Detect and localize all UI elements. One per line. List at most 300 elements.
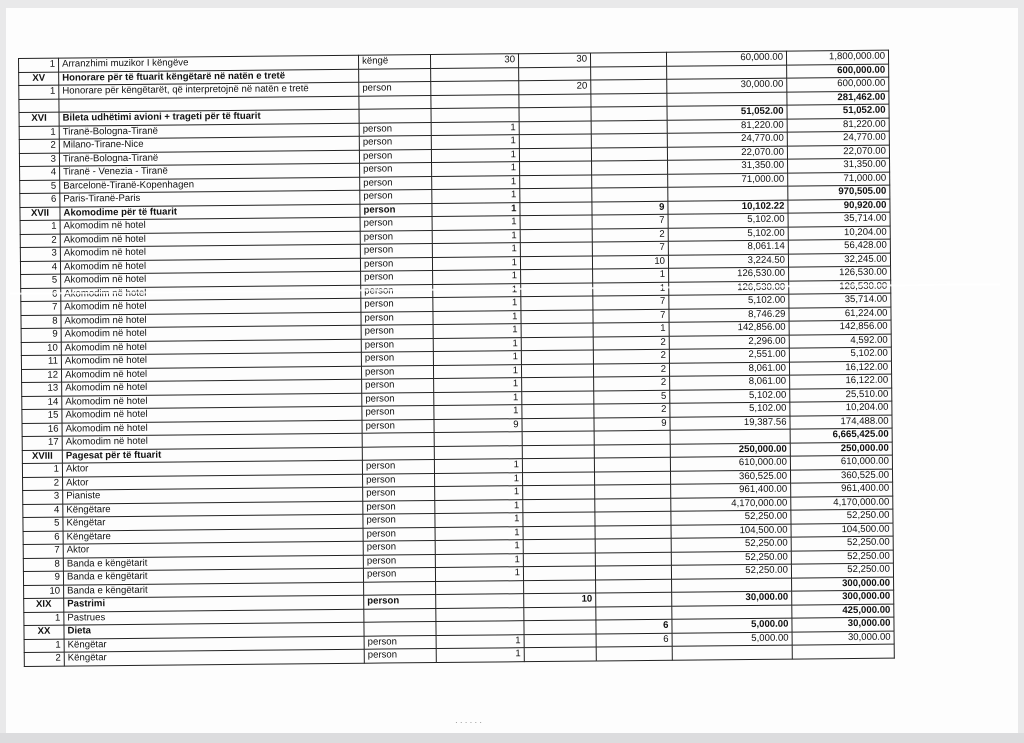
budget-table <box>18 50 895 667</box>
row-days <box>592 187 668 201</box>
row-total: 30,000.00 <box>792 631 894 645</box>
row-days <box>591 133 667 147</box>
row-quantity: 1 <box>433 324 521 338</box>
row-count <box>521 350 593 364</box>
row-unit: person <box>361 271 433 285</box>
row-count <box>522 444 594 458</box>
row-description: Akomodim në hotel <box>61 339 361 355</box>
row-unit-price <box>672 605 792 620</box>
row-days <box>595 511 671 525</box>
row-number: 10 <box>21 342 61 356</box>
row-count <box>519 121 591 135</box>
row-quantity <box>434 432 522 446</box>
row-quantity: 1 <box>431 148 519 162</box>
row-days: 1 <box>593 268 669 282</box>
row-unit: person <box>362 460 434 474</box>
row-total: 600,000.00 <box>787 64 889 78</box>
row-unit-price: 5,102.00 <box>669 294 789 309</box>
row-unit-price: 104,500.00 <box>671 524 791 539</box>
row-quantity: 1 <box>433 337 521 351</box>
row-total: 970,505.00 <box>788 185 890 199</box>
row-unit: person <box>361 298 433 312</box>
row-description: Akomodim në hotel <box>60 231 360 247</box>
row-count: 10 <box>524 593 596 607</box>
row-number: 10 <box>24 585 64 599</box>
row-count <box>523 552 595 566</box>
row-unit-price: 30,000.00 <box>672 591 792 606</box>
row-count <box>523 539 595 553</box>
row-days: 7 <box>593 309 669 323</box>
row-total: 16,122.00 <box>789 361 891 375</box>
row-days <box>591 120 667 134</box>
row-unit <box>364 581 436 595</box>
row-unit: person <box>361 338 433 352</box>
row-unit: person <box>361 311 433 325</box>
row-unit-price: 5,102.00 <box>670 402 790 417</box>
row-unit: person <box>361 365 433 379</box>
row-description: Akomodim në hotel <box>62 433 362 449</box>
row-total: 1,800,000.00 <box>786 50 888 64</box>
row-total: 61,224.00 <box>789 307 891 321</box>
row-unit-price: 5,000.00 <box>672 618 792 633</box>
row-days: 9 <box>592 201 668 215</box>
row-unit: person <box>360 203 432 217</box>
row-count <box>520 201 592 215</box>
row-unit: person <box>361 352 433 366</box>
row-description: Pastrimi <box>64 595 364 611</box>
row-unit: person <box>363 514 435 528</box>
row-total: 24,770.00 <box>787 131 889 145</box>
row-unit-price: 19,387.56 <box>670 416 790 431</box>
row-unit: person <box>362 392 434 406</box>
row-count <box>524 620 596 634</box>
row-unit-price: 3,224.50 <box>668 254 788 269</box>
row-number: 4 <box>20 261 60 275</box>
row-days <box>594 430 670 444</box>
row-unit-price: 5,102.00 <box>668 213 788 228</box>
row-count <box>523 525 595 539</box>
row-count <box>522 404 594 418</box>
row-unit-price: 4,170,000.00 <box>671 497 791 512</box>
row-unit-price: 51,052.00 <box>667 105 787 120</box>
row-number: XX <box>24 625 64 639</box>
row-count <box>524 633 596 647</box>
row-days: 2 <box>593 349 669 363</box>
row-number: 1 <box>19 58 59 72</box>
row-unit: person <box>362 406 434 420</box>
row-days <box>596 579 672 593</box>
row-unit <box>359 68 431 82</box>
row-description: Akomodim në hotel <box>62 406 362 422</box>
row-quantity: 1 <box>435 540 523 554</box>
row-unit-price <box>672 578 792 593</box>
row-days <box>592 174 668 188</box>
row-unit-price: 961,400.00 <box>671 483 791 498</box>
row-count <box>520 228 592 242</box>
row-count <box>523 498 595 512</box>
row-total: 16,122.00 <box>790 374 892 388</box>
row-number: 6 <box>20 193 60 207</box>
row-total: 6,665,425.00 <box>790 428 892 442</box>
row-total: 22,070.00 <box>787 145 889 159</box>
row-count <box>519 148 591 162</box>
row-days: 10 <box>592 255 668 269</box>
row-count <box>524 647 596 661</box>
row-number: 3 <box>23 490 63 504</box>
row-count <box>521 309 593 323</box>
row-days <box>591 93 667 107</box>
row-unit <box>362 446 434 460</box>
row-quantity: 1 <box>431 135 519 149</box>
row-count <box>520 174 592 188</box>
row-number: 6 <box>23 531 63 545</box>
row-quantity: 1 <box>435 499 523 513</box>
row-unit-price: 142,856.00 <box>669 321 789 336</box>
row-count <box>524 606 596 620</box>
row-unit: person <box>360 257 432 271</box>
row-description: Akomodim në hotel <box>61 352 361 368</box>
row-count: 30 <box>518 53 590 67</box>
row-quantity: 1 <box>434 378 522 392</box>
row-unit: person <box>360 244 432 258</box>
row-number: XVIII <box>22 450 62 464</box>
row-days <box>594 457 670 471</box>
row-total: 4,592.00 <box>789 334 891 348</box>
row-description: Banda e këngëtarit <box>64 582 364 598</box>
row-unit <box>364 608 436 622</box>
row-quantity <box>434 445 522 459</box>
row-number <box>19 99 59 113</box>
row-days <box>595 484 671 498</box>
row-number: 14 <box>22 396 62 410</box>
row-unit: person <box>364 649 436 663</box>
row-unit-price: 2,296.00 <box>669 335 789 350</box>
row-unit-price: 8,061.14 <box>668 240 788 255</box>
row-number: 5 <box>20 180 60 194</box>
row-days <box>596 606 672 620</box>
row-description: Paris-Tiranë-Paris <box>60 190 360 206</box>
row-number: 2 <box>24 652 64 666</box>
row-number: 4 <box>20 166 60 180</box>
row-description: Akomodime për të ftuarit <box>60 204 360 220</box>
row-days <box>595 538 671 552</box>
row-quantity: 1 <box>434 459 522 473</box>
row-days: 2 <box>592 228 668 242</box>
page-footer-mark: · · · · · · <box>455 718 483 727</box>
row-description: Këngëtare <box>63 528 363 544</box>
row-unit: person <box>360 176 432 190</box>
row-number: 1 <box>19 85 59 99</box>
row-description: Akomodim në hotel <box>61 298 361 314</box>
row-quantity: 1 <box>432 202 520 216</box>
row-number: XIX <box>24 598 64 612</box>
row-days <box>592 160 668 174</box>
row-unit-price <box>668 186 788 201</box>
bottom-strip <box>0 733 1024 743</box>
row-count <box>521 269 593 283</box>
row-count <box>522 471 594 485</box>
row-total: 52,250.00 <box>791 509 893 523</box>
row-description: Akomodim në hotel <box>61 325 361 341</box>
row-quantity <box>431 108 519 122</box>
row-total: 4,170,000.00 <box>791 496 893 510</box>
row-unit <box>359 109 431 123</box>
row-total: 52,250.00 <box>791 536 893 550</box>
row-days: 7 <box>592 241 668 255</box>
row-count <box>522 417 594 431</box>
row-count <box>523 566 595 580</box>
row-description: Dieta <box>64 622 364 638</box>
row-total: 10,204.00 <box>788 226 890 240</box>
row-quantity <box>431 94 519 108</box>
row-unit: person <box>363 568 435 582</box>
row-unit-price: 10,102.22 <box>668 200 788 215</box>
row-quantity: 1 <box>432 229 520 243</box>
row-number: 5 <box>21 274 61 288</box>
row-count <box>522 377 594 391</box>
row-quantity <box>436 594 524 608</box>
row-number: 9 <box>21 328 61 342</box>
row-description: Banda e këngëtarit <box>63 555 363 571</box>
row-description: Këngëtar <box>64 636 364 652</box>
row-unit: person <box>364 595 436 609</box>
row-unit-price: 81,220.00 <box>667 119 787 134</box>
row-quantity: 1 <box>433 310 521 324</box>
row-unit <box>362 433 434 447</box>
row-quantity: 1 <box>432 189 520 203</box>
row-description: Akomodim në hotel <box>61 271 361 287</box>
row-total: 56,428.00 <box>788 239 890 253</box>
row-quantity: 1 <box>432 243 520 257</box>
row-unit: person <box>360 217 432 231</box>
row-count <box>522 458 594 472</box>
row-quantity <box>431 81 519 95</box>
row-number: 8 <box>23 558 63 572</box>
row-total: 35,714.00 <box>788 212 890 226</box>
row-unit-price: 5,000.00 <box>672 632 792 647</box>
row-days <box>595 552 671 566</box>
row-number: 11 <box>21 355 61 369</box>
row-total: 360,525.00 <box>790 469 892 483</box>
row-quantity: 1 <box>434 391 522 405</box>
row-description: Këngëtare <box>63 501 363 517</box>
row-days: 9 <box>594 417 670 431</box>
row-count: 20 <box>519 80 591 94</box>
row-unit-price <box>667 92 787 107</box>
row-unit-price: 250,000.00 <box>670 443 790 458</box>
row-number: 15 <box>22 409 62 423</box>
row-description: Pianiste <box>63 487 363 503</box>
row-quantity: 1 <box>432 216 520 230</box>
row-description: Bileta udhëtimi avioni + trageti për të ftuarit <box>59 109 359 125</box>
row-days: 5 <box>594 390 670 404</box>
row-days <box>591 79 667 93</box>
row-quantity: 1 <box>433 270 521 284</box>
row-number: 17 <box>22 436 62 450</box>
row-unit-price: 60,000.00 <box>666 51 786 66</box>
row-number: XV <box>19 72 59 86</box>
row-days <box>596 592 672 606</box>
row-description: Aktor <box>62 460 362 476</box>
row-quantity: 1 <box>436 634 524 648</box>
row-number: 2 <box>20 234 60 248</box>
row-days <box>596 646 672 660</box>
row-days <box>595 498 671 512</box>
row-quantity: 1 <box>435 472 523 486</box>
row-number: 3 <box>20 247 60 261</box>
row-total: 52,250.00 <box>791 563 893 577</box>
row-description: Tiranë-Bologna-Tiranë <box>59 123 359 139</box>
row-description: Pagesat për të ftuarit <box>62 447 362 463</box>
row-number: 8 <box>21 315 61 329</box>
row-unit-price: 5,102.00 <box>670 389 790 404</box>
row-unit-price: 52,250.00 <box>671 537 791 552</box>
row-unit-price <box>672 645 792 660</box>
row-description: Akomodim në hotel <box>61 366 361 382</box>
row-description: Barcelonë-Tiranë-Kopenhagen <box>60 177 360 193</box>
row-number: 2 <box>23 477 63 491</box>
row-description: Banda e këngëtarit <box>63 568 363 584</box>
row-unit-price: 52,250.00 <box>671 564 791 579</box>
row-quantity: 1 <box>433 297 521 311</box>
row-unit: person <box>360 163 432 177</box>
row-quantity: 1 <box>432 256 520 270</box>
row-description: Akomodim në hotel <box>60 217 360 233</box>
row-total: 52,250.00 <box>791 550 893 564</box>
row-unit: person <box>360 230 432 244</box>
row-quantity: 1 <box>435 553 523 567</box>
row-number: 3 <box>19 153 59 167</box>
row-days <box>594 471 670 485</box>
row-unit-price: 52,250.00 <box>671 551 791 566</box>
row-count <box>522 431 594 445</box>
row-number: 1 <box>22 463 62 477</box>
row-description: Akomodim në hotel <box>62 420 362 436</box>
row-number: XVII <box>20 207 60 221</box>
row-unit: person <box>364 635 436 649</box>
row-quantity: 1 <box>432 175 520 189</box>
row-quantity: 1 <box>435 526 523 540</box>
row-days: 2 <box>594 403 670 417</box>
row-description: Tiranë-Bologna-Tiranë <box>59 150 359 166</box>
row-quantity <box>431 67 519 81</box>
row-number: 2 <box>19 139 59 153</box>
row-total: 90,920.00 <box>788 199 890 213</box>
row-quantity: 1 <box>436 648 524 662</box>
row-unit-price <box>670 429 790 444</box>
row-number: 1 <box>24 639 64 653</box>
row-description: Milano-Tirane-Nice <box>59 136 359 152</box>
row-count <box>519 134 591 148</box>
row-total: 250,000.00 <box>790 442 892 456</box>
row-days <box>591 106 667 120</box>
row-unit: person <box>363 554 435 568</box>
row-total: 31,350.00 <box>788 158 890 172</box>
row-number: 13 <box>22 382 62 396</box>
row-description: Akomodim në hotel <box>62 393 362 409</box>
row-count <box>519 94 591 108</box>
row-quantity <box>436 621 524 635</box>
row-description: Pastrues <box>64 609 364 625</box>
row-days <box>591 147 667 161</box>
row-description: Aktor <box>63 474 363 490</box>
row-count <box>520 242 592 256</box>
row-number: 1 <box>20 220 60 234</box>
row-unit: person <box>363 500 435 514</box>
row-count <box>524 579 596 593</box>
row-unit <box>359 95 431 109</box>
row-total: 610,000.00 <box>790 455 892 469</box>
row-days <box>590 52 666 66</box>
row-count <box>519 107 591 121</box>
row-total: 10,204.00 <box>790 401 892 415</box>
row-total: 425,000.00 <box>792 604 894 618</box>
row-quantity: 1 <box>433 364 521 378</box>
row-description: Tiranë - Venezia - Tiranë <box>60 163 360 179</box>
row-days <box>595 525 671 539</box>
row-number: 9 <box>23 571 63 585</box>
row-days <box>594 444 670 458</box>
row-quantity: 1 <box>431 121 519 135</box>
row-total: 300,000.00 <box>792 577 894 591</box>
row-total: 600,000.00 <box>787 77 889 91</box>
row-unit <box>364 622 436 636</box>
row-number: 5 <box>23 517 63 531</box>
row-unit: person <box>359 122 431 136</box>
row-description: Këngëtar <box>64 649 364 665</box>
row-total: 961,400.00 <box>791 482 893 496</box>
row-description: Akomodim në hotel <box>60 258 360 274</box>
row-count <box>521 336 593 350</box>
row-number: 1 <box>19 126 59 140</box>
row-unit-price: 52,250.00 <box>671 510 791 525</box>
row-unit-price: 24,770.00 <box>667 132 787 147</box>
row-unit-price <box>667 65 787 80</box>
row-days: 1 <box>593 322 669 336</box>
budget-table-container <box>18 50 894 667</box>
row-number: 4 <box>23 504 63 518</box>
row-days: 2 <box>593 363 669 377</box>
row-unit: person <box>362 419 434 433</box>
row-description: Honorare për të ftuarit këngëtarë në natën e tretë <box>59 69 359 85</box>
row-total: 30,000.00 <box>792 617 894 631</box>
row-count <box>523 512 595 526</box>
row-days: 2 <box>594 376 670 390</box>
row-unit: këngë <box>358 55 430 69</box>
row-unit-price: 5,102.00 <box>668 227 788 242</box>
row-days: 6 <box>596 633 672 647</box>
row-count <box>520 161 592 175</box>
row-total: 5,102.00 <box>789 347 891 361</box>
row-unit: person <box>363 473 435 487</box>
row-quantity: 9 <box>434 418 522 432</box>
row-days: 6 <box>596 619 672 633</box>
row-quantity: 30 <box>430 54 518 68</box>
row-count <box>521 323 593 337</box>
row-count <box>520 188 592 202</box>
row-number: 12 <box>21 369 61 383</box>
row-quantity <box>436 580 524 594</box>
row-days: 7 <box>592 214 668 228</box>
row-count <box>520 215 592 229</box>
row-count <box>522 390 594 404</box>
row-description: Honorare për këngëtarët, që interpretojnë në natën e tretë <box>59 82 359 98</box>
row-number: XVI <box>19 112 59 126</box>
row-total: 35,714.00 <box>789 293 891 307</box>
row-unit: person <box>359 136 431 150</box>
row-total: 142,856.00 <box>789 320 891 334</box>
row-unit-price: 610,000.00 <box>670 456 790 471</box>
